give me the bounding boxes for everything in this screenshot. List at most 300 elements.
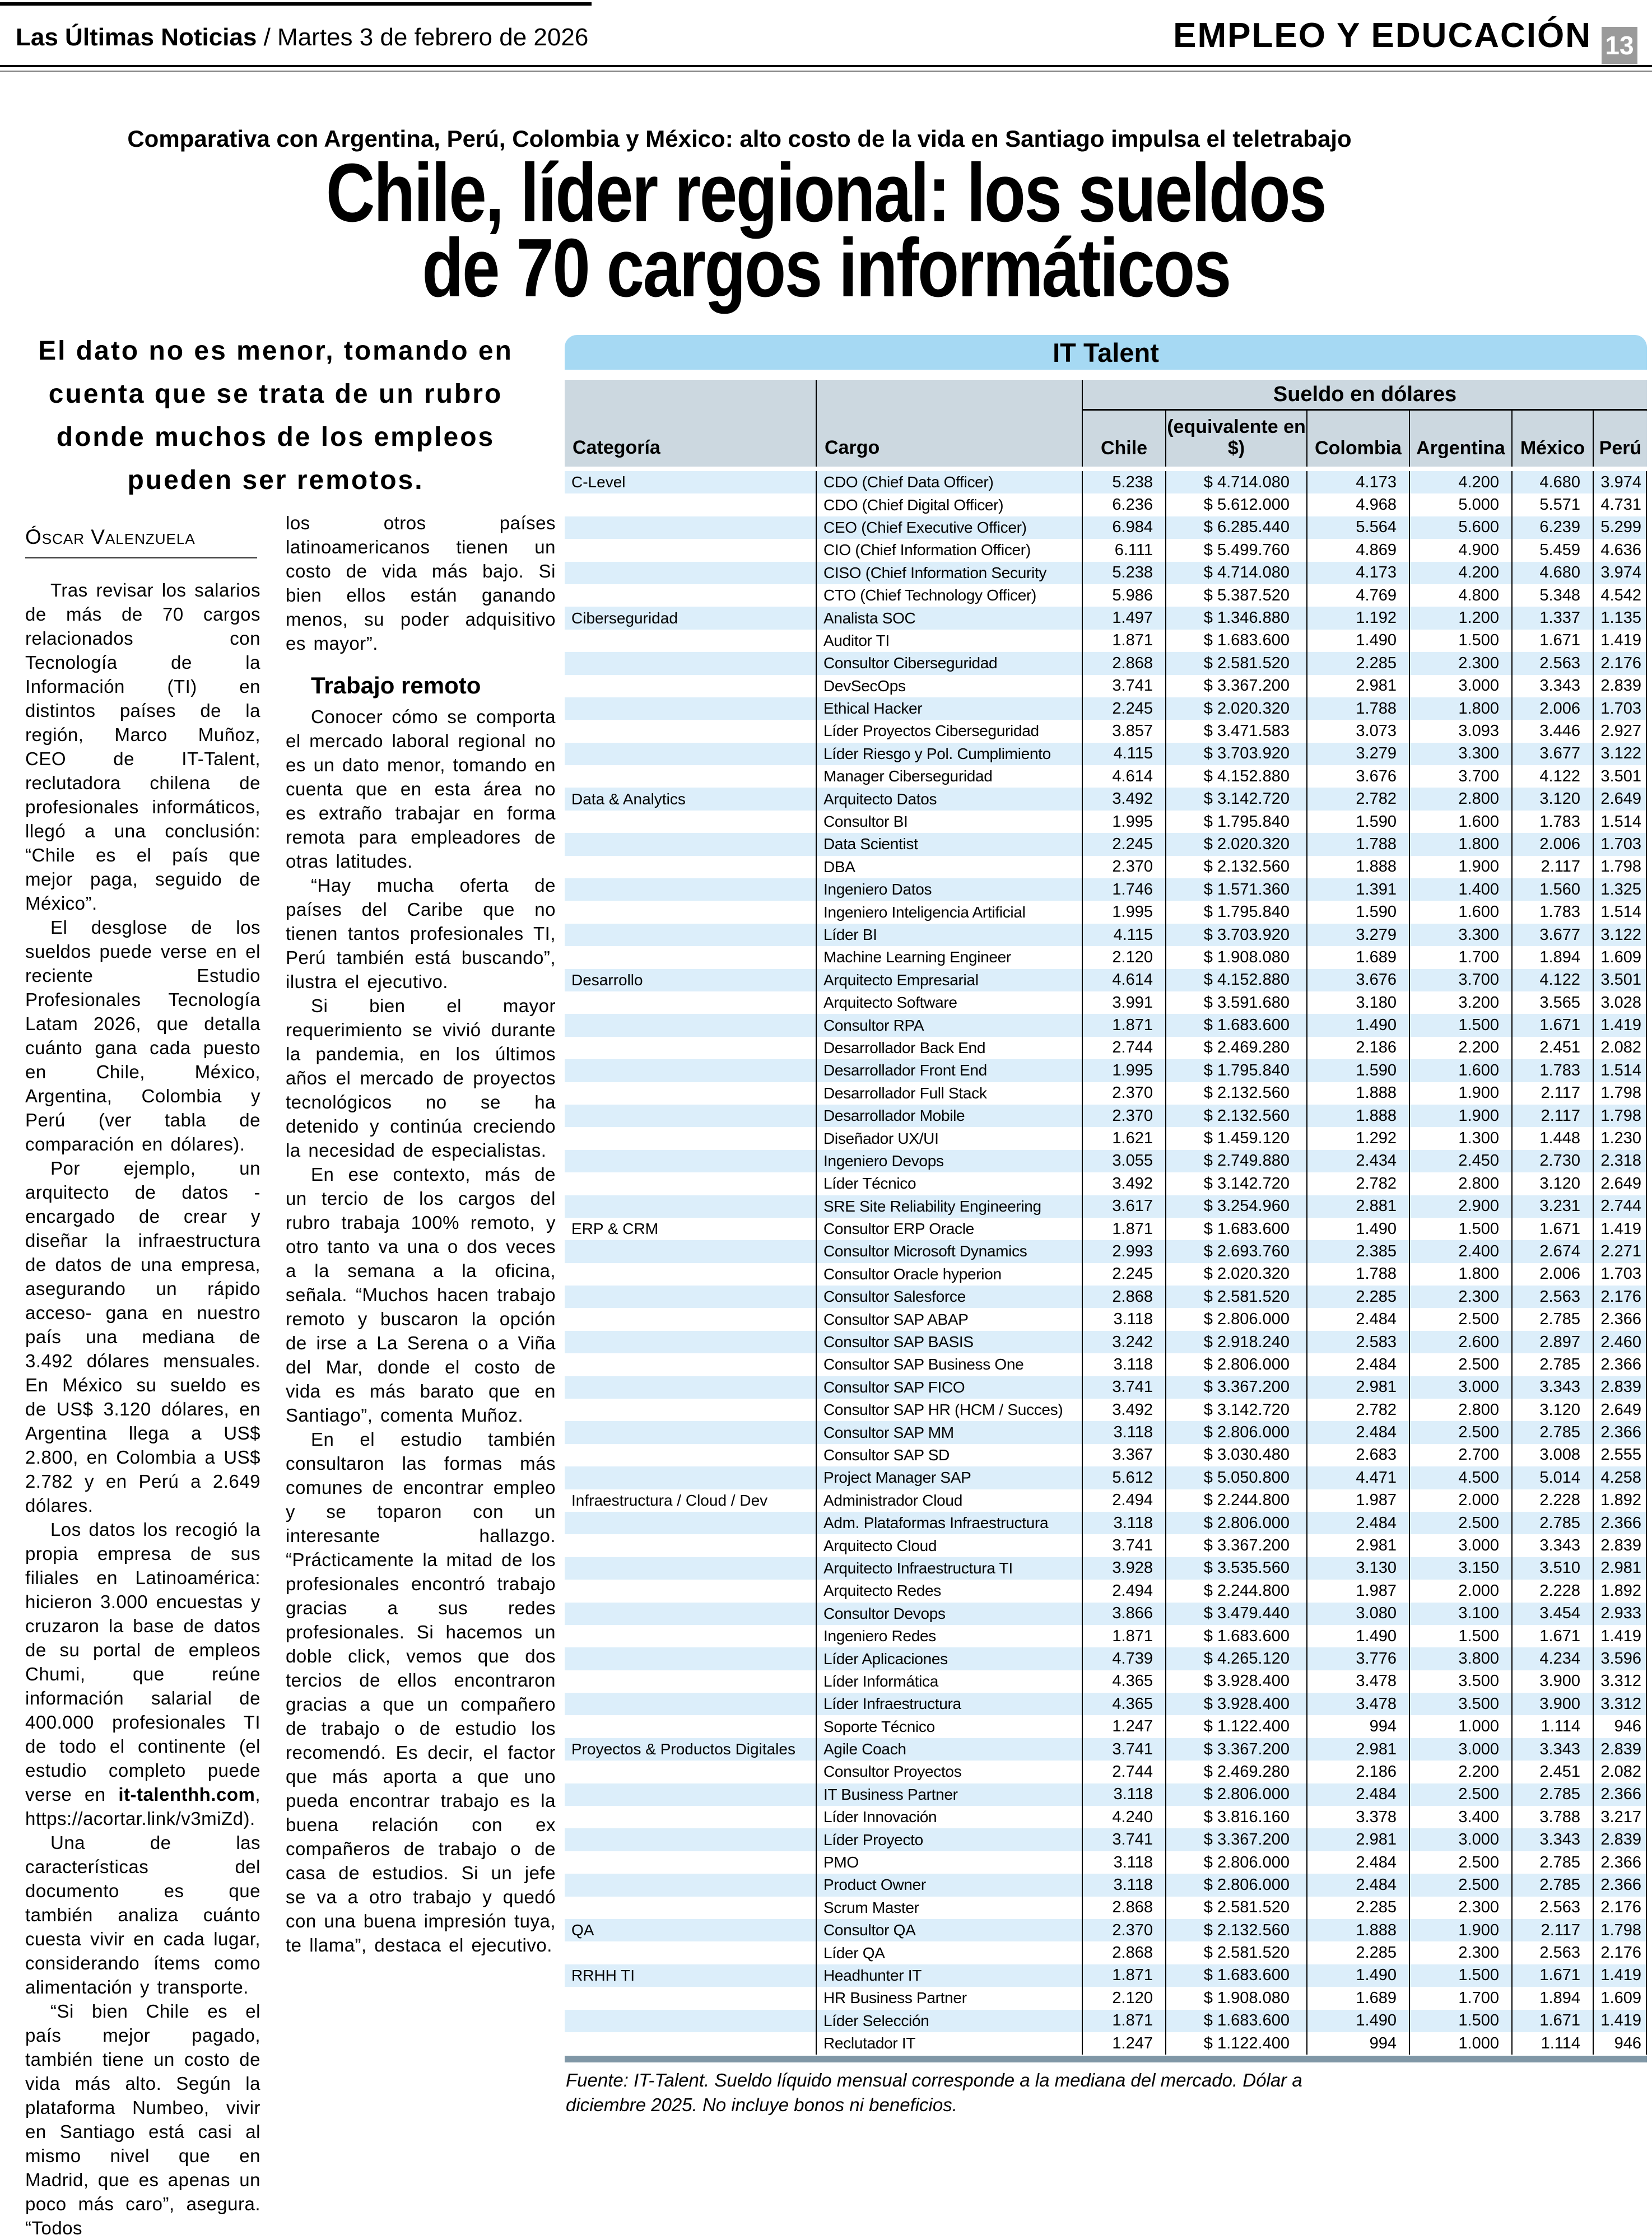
cell-peru: 1.892 bbox=[1593, 1489, 1647, 1512]
cell-argentina: 1.500 bbox=[1409, 630, 1511, 652]
body-paragraph: Tras revisar los salarios de más de 70 cargos relacionados con Tecnología de la Información (TI) en distintos países de la región, Marco Muñoz, CEO de IT-Talent, reclutadora chilena de profesionales informáticos, llegó a una conclusión: “Chile es el país que mejor paga, seguido de México”. bbox=[25, 580, 260, 914]
table-footnote: Fuente: IT-Talent. Sueldo líquido mensual corresponde a la mediana del mercado. Dólar a diciembre 2025. No incluye bonos ni beneficios. bbox=[566, 2070, 1302, 2115]
cell-chile: 2.120 bbox=[1082, 1987, 1165, 2009]
cell-cargo: Data Scientist bbox=[816, 833, 1082, 855]
cell-colombia: 4.471 bbox=[1306, 1466, 1409, 1489]
cell-mexico: 5.348 bbox=[1511, 584, 1593, 607]
cell-mexico: 3.343 bbox=[1511, 1738, 1593, 1761]
cell-categoria bbox=[565, 1806, 816, 1828]
cell-mexico: 6.239 bbox=[1511, 516, 1593, 539]
cell-peru: 2.981 bbox=[1593, 1557, 1647, 1580]
cell-cargo: Líder Proyecto bbox=[816, 1828, 1082, 1851]
cell-cargo: Analista SOC bbox=[816, 607, 1082, 629]
cell-equivalente: $ 3.367.200 bbox=[1165, 1534, 1306, 1557]
table-row bbox=[565, 878, 1647, 901]
cell-chile: 3.118 bbox=[1082, 1353, 1165, 1376]
table-row bbox=[565, 1964, 1647, 1987]
cell-colombia: 2.484 bbox=[1306, 1783, 1409, 1806]
cell-categoria bbox=[565, 1308, 816, 1330]
cell-peru: 1.230 bbox=[1593, 1127, 1647, 1149]
cell-peru: 1.703 bbox=[1593, 1263, 1647, 1286]
cell-categoria bbox=[565, 1466, 816, 1489]
cell-peru: 3.974 bbox=[1593, 562, 1647, 584]
table-row bbox=[565, 1851, 1647, 1874]
table-row bbox=[565, 1105, 1647, 1127]
cell-mexico: 1.783 bbox=[1511, 811, 1593, 833]
cell-argentina: 3.000 bbox=[1409, 675, 1511, 697]
cell-cargo: Líder Infraestructura bbox=[816, 1693, 1082, 1715]
cell-colombia: 2.285 bbox=[1306, 1897, 1409, 1919]
cell-mexico: 2.785 bbox=[1511, 1783, 1593, 1806]
cell-equivalente: $ 2.020.320 bbox=[1165, 833, 1306, 855]
cell-mexico: 2.228 bbox=[1511, 1580, 1593, 1602]
cell-categoria: Desarrollo bbox=[571, 971, 643, 989]
cell-equivalente: $ 2.581.520 bbox=[1165, 1941, 1306, 1964]
table-title-gap bbox=[565, 370, 1647, 380]
table-row bbox=[565, 1828, 1647, 1851]
cell-argentina: 2.700 bbox=[1409, 1444, 1511, 1466]
cell-cargo: DevSecOps bbox=[816, 675, 1082, 697]
cell-categoria bbox=[565, 1444, 816, 1466]
table-header-gap bbox=[565, 467, 1647, 471]
cell-cargo: Arquitecto Infraestructura TI bbox=[816, 1557, 1082, 1580]
cell-categoria bbox=[565, 584, 816, 607]
cell-categoria bbox=[565, 1014, 816, 1036]
cell-mexico: 3.446 bbox=[1511, 720, 1593, 742]
cell-argentina: 2.200 bbox=[1409, 1761, 1511, 1783]
cell-mexico: 3.343 bbox=[1511, 1828, 1593, 1851]
cell-equivalente: $ 3.928.400 bbox=[1165, 1670, 1306, 1693]
cell-equivalente: $ 3.703.920 bbox=[1165, 924, 1306, 946]
table-row bbox=[565, 1647, 1647, 1670]
cell-mexico: 3.677 bbox=[1511, 743, 1593, 765]
cell-mexico: 1.114 bbox=[1511, 1715, 1593, 1738]
cell-cargo: Consultor Devops bbox=[816, 1603, 1082, 1625]
table-row bbox=[565, 1331, 1647, 1353]
cell-chile: 2.245 bbox=[1082, 833, 1165, 855]
cell-categoria bbox=[565, 1851, 816, 1874]
cell-categoria: QA bbox=[571, 1921, 594, 1939]
cell-mexico: 2.117 bbox=[1511, 1919, 1593, 1941]
cell-colombia: 2.981 bbox=[1306, 1738, 1409, 1761]
cell-colombia: 2.186 bbox=[1306, 1037, 1409, 1059]
cell-equivalente: $ 3.471.583 bbox=[1165, 720, 1306, 742]
cell-mexico: 1.671 bbox=[1511, 1014, 1593, 1036]
cell-categoria bbox=[565, 1693, 816, 1715]
cell-argentina: 2.000 bbox=[1409, 1580, 1511, 1602]
cell-peru: 2.744 bbox=[1593, 1195, 1647, 1218]
cell-equivalente: $ 3.367.200 bbox=[1165, 675, 1306, 697]
cell-peru: 1.419 bbox=[1593, 1964, 1647, 1987]
cell-cargo: Administrador Cloud bbox=[816, 1489, 1082, 1512]
cell-peru: 1.798 bbox=[1593, 1919, 1647, 1941]
cell-mexico: 3.008 bbox=[1511, 1444, 1593, 1466]
cell-categoria: Infraestructura / Cloud / Dev bbox=[571, 1491, 768, 1509]
cell-chile: 2.868 bbox=[1082, 1897, 1165, 1919]
cell-cargo: CISO (Chief Information Security bbox=[816, 562, 1082, 584]
cell-equivalente: $ 1.459.120 bbox=[1165, 1127, 1306, 1149]
cell-peru: 3.312 bbox=[1593, 1670, 1647, 1693]
table-row bbox=[565, 901, 1647, 923]
cell-argentina: 2.500 bbox=[1409, 1308, 1511, 1330]
cell-cargo: Arquitecto Redes bbox=[816, 1580, 1082, 1602]
cell-mexico: 2.785 bbox=[1511, 1874, 1593, 1896]
cell-argentina: 2.900 bbox=[1409, 1195, 1511, 1218]
cell-mexico: 3.120 bbox=[1511, 1399, 1593, 1421]
table-row bbox=[565, 991, 1647, 1014]
cell-cargo: Headhunter IT bbox=[816, 1964, 1082, 1987]
cell-peru: 1.419 bbox=[1593, 1014, 1647, 1036]
cell-peru: 3.312 bbox=[1593, 1693, 1647, 1715]
body-paragraph: En el estudio también consultaron las formas más comunes de encontrar empleo y se toparon con un interesante hallazgo. “Prácticamente la mitad de los profesionales encontró trabajo gracias a sus redes profesionales. Si hacemos un doble click, vemos que dos tercios de ellos encontraron gracias a que un compañero de trabajo o de estudio los recomendó. Es decir, el factor que más aporta a que uno pueda encontrar trabajo es la buena relación con ex compañeros de trabajo o de casa de estudios. Si un jefe se va a otro trabajo y quedó con una buena impresión tuya, te llama”, destaca el ejecutivo. bbox=[286, 1429, 556, 1955]
cell-colombia: 3.776 bbox=[1306, 1647, 1409, 1670]
cell-equivalente: $ 3.367.200 bbox=[1165, 1376, 1306, 1399]
cell-argentina: 2.450 bbox=[1409, 1150, 1511, 1172]
kicker: Comparativa con Argentina, Perú, Colombia y México: alto costo de la vida en Santiago impulsa el teletrabajo bbox=[127, 125, 1352, 152]
cell-peru: 1.703 bbox=[1593, 697, 1647, 720]
cell-peru: 1.135 bbox=[1593, 607, 1647, 629]
cell-mexico: 3.120 bbox=[1511, 788, 1593, 810]
cell-equivalente: $ 6.285.440 bbox=[1165, 516, 1306, 539]
cell-cargo: CIO (Chief Information Officer) bbox=[816, 539, 1082, 561]
article-column-2-paragraphs bbox=[286, 705, 556, 1957]
cell-colombia: 2.782 bbox=[1306, 1172, 1409, 1195]
cell-mexico: 2.451 bbox=[1511, 1037, 1593, 1059]
cell-chile: 4.365 bbox=[1082, 1670, 1165, 1693]
section-title: EMPLEO Y EDUCACIÓN bbox=[1173, 16, 1591, 55]
lede: El dato no es menor, tomando en cuenta que se trata de un rubro donde muchos de los empleos pueden ser remotos. bbox=[38, 336, 513, 495]
cell-colombia: 2.186 bbox=[1306, 1761, 1409, 1783]
cell-chile: 5.612 bbox=[1082, 1466, 1165, 1489]
cell-mexico: 3.677 bbox=[1511, 924, 1593, 946]
column-header-argentina: Argentina bbox=[1409, 411, 1511, 467]
cell-cargo: Consultor Proyectos bbox=[816, 1761, 1082, 1783]
cell-argentina: 3.700 bbox=[1409, 969, 1511, 991]
cell-colombia: 2.881 bbox=[1306, 1195, 1409, 1218]
cell-cargo: Machine Learning Engineer bbox=[816, 946, 1082, 968]
cell-categoria bbox=[565, 1557, 816, 1580]
cell-equivalente: $ 1.346.880 bbox=[1165, 607, 1306, 629]
cell-equivalente: $ 1.122.400 bbox=[1165, 2032, 1306, 2055]
cell-argentina: 3.500 bbox=[1409, 1693, 1511, 1715]
cell-categoria bbox=[565, 539, 816, 561]
cell-peru: 3.974 bbox=[1593, 471, 1647, 493]
table-row bbox=[565, 584, 1647, 607]
cell-equivalente: $ 5.387.520 bbox=[1165, 584, 1306, 607]
cell-argentina: 3.300 bbox=[1409, 924, 1511, 946]
cell-mexico: 4.122 bbox=[1511, 765, 1593, 788]
cell-equivalente: $ 2.581.520 bbox=[1165, 652, 1306, 674]
cell-colombia: 2.683 bbox=[1306, 1444, 1409, 1466]
cell-equivalente: $ 3.591.680 bbox=[1165, 991, 1306, 1014]
cell-categoria bbox=[565, 1783, 816, 1806]
cell-mexico: 1.448 bbox=[1511, 1127, 1593, 1149]
cell-colombia: 2.285 bbox=[1306, 652, 1409, 674]
cell-categoria bbox=[565, 1874, 816, 1896]
cell-colombia: 3.130 bbox=[1306, 1557, 1409, 1580]
masthead bbox=[16, 24, 588, 52]
table-row bbox=[565, 1263, 1647, 1286]
cell-colombia: 1.888 bbox=[1306, 1105, 1409, 1127]
cell-argentina: 2.200 bbox=[1409, 1037, 1511, 1059]
table-row bbox=[565, 1693, 1647, 1715]
cell-categoria bbox=[565, 1897, 816, 1919]
cell-chile: 1.995 bbox=[1082, 1059, 1165, 1082]
body-paragraph: “Hay mucha oferta de países del Caribe que no tienen tantos profesionales TI, Perú también está buscando”, ilustra el ejecutivo. bbox=[286, 875, 556, 992]
cell-colombia: 1.788 bbox=[1306, 697, 1409, 720]
cell-peru: 2.318 bbox=[1593, 1150, 1647, 1172]
cell-peru: 1.703 bbox=[1593, 833, 1647, 855]
cell-categoria bbox=[565, 1037, 816, 1059]
table-row bbox=[565, 562, 1647, 584]
cell-colombia: 1.987 bbox=[1306, 1489, 1409, 1512]
cell-chile: 6.984 bbox=[1082, 516, 1165, 539]
body-paragraph: Conocer cómo se comporta el mercado laboral regional no es un dato menor, tomando en cuenta que en esta área no es extraño trabajar en forma remota para empleadores de otras latitudes. bbox=[286, 706, 556, 872]
cell-argentina: 4.800 bbox=[1409, 584, 1511, 607]
cell-colombia: 1.888 bbox=[1306, 1082, 1409, 1105]
cell-colombia: 2.484 bbox=[1306, 1874, 1409, 1896]
cell-categoria bbox=[565, 1987, 816, 2009]
cell-mexico: 2.785 bbox=[1511, 1421, 1593, 1443]
cell-argentina: 5.600 bbox=[1409, 516, 1511, 539]
cell-categoria bbox=[565, 1761, 816, 1783]
cell-peru: 946 bbox=[1593, 1715, 1647, 1738]
cell-chile: 3.118 bbox=[1082, 1421, 1165, 1443]
cell-categoria bbox=[565, 1240, 816, 1263]
cell-argentina: 4.200 bbox=[1409, 562, 1511, 584]
cell-mexico: 2.563 bbox=[1511, 1897, 1593, 1919]
cell-categoria: Ciberseguridad bbox=[571, 609, 678, 627]
cell-colombia: 1.590 bbox=[1306, 901, 1409, 923]
cell-categoria bbox=[565, 924, 816, 946]
cell-chile: 5.986 bbox=[1082, 584, 1165, 607]
cell-mexico: 2.117 bbox=[1511, 1082, 1593, 1105]
cell-equivalente: $ 2.806.000 bbox=[1165, 1874, 1306, 1896]
cell-peru: 4.731 bbox=[1593, 493, 1647, 516]
table-row bbox=[565, 1489, 1647, 1512]
cell-peru: 5.299 bbox=[1593, 516, 1647, 539]
cell-mexico: 2.785 bbox=[1511, 1851, 1593, 1874]
cell-colombia: 3.478 bbox=[1306, 1670, 1409, 1693]
cell-argentina: 4.500 bbox=[1409, 1466, 1511, 1489]
cell-peru: 4.636 bbox=[1593, 539, 1647, 561]
cell-chile: 4.240 bbox=[1082, 1806, 1165, 1828]
table-row bbox=[565, 1557, 1647, 1580]
cell-chile: 3.617 bbox=[1082, 1195, 1165, 1218]
cell-categoria bbox=[565, 2010, 816, 2032]
cell-argentina: 2.500 bbox=[1409, 1874, 1511, 1896]
cell-cargo: Project Manager SAP bbox=[816, 1466, 1082, 1489]
cell-chile: 2.993 bbox=[1082, 1240, 1165, 1263]
cell-categoria bbox=[565, 856, 816, 878]
table-row bbox=[565, 1466, 1647, 1489]
cell-chile: 1.995 bbox=[1082, 901, 1165, 923]
cell-mexico: 2.117 bbox=[1511, 1105, 1593, 1127]
cell-mexico: 3.788 bbox=[1511, 1806, 1593, 1828]
cell-categoria: Data & Analytics bbox=[571, 790, 686, 808]
cell-colombia: 3.180 bbox=[1306, 991, 1409, 1014]
cell-categoria bbox=[565, 516, 816, 539]
cell-categoria bbox=[565, 1150, 816, 1172]
table-row bbox=[565, 1715, 1647, 1738]
cell-colombia: 1.987 bbox=[1306, 1580, 1409, 1602]
cell-peru: 946 bbox=[1593, 2032, 1647, 2055]
cell-mexico: 4.680 bbox=[1511, 471, 1593, 493]
column-header-equivalente: (equivalente en $) bbox=[1165, 411, 1306, 467]
cell-mexico: 3.343 bbox=[1511, 1534, 1593, 1557]
cell-peru: 2.366 bbox=[1593, 1421, 1647, 1443]
table-row bbox=[565, 1353, 1647, 1376]
table-row bbox=[565, 1308, 1647, 1330]
cell-mexico: 1.783 bbox=[1511, 901, 1593, 923]
cell-argentina: 2.500 bbox=[1409, 1421, 1511, 1443]
table-row bbox=[565, 2032, 1647, 2055]
cell-chile: 5.238 bbox=[1082, 471, 1165, 493]
cell-chile: 4.614 bbox=[1082, 765, 1165, 788]
cell-chile: 1.247 bbox=[1082, 2032, 1165, 2055]
cell-equivalente: $ 3.142.720 bbox=[1165, 1399, 1306, 1421]
cell-argentina: 2.400 bbox=[1409, 1240, 1511, 1263]
cell-mexico: 1.671 bbox=[1511, 2010, 1593, 2032]
top-rule bbox=[0, 2, 592, 6]
cell-chile: 3.741 bbox=[1082, 1828, 1165, 1851]
cell-equivalente: $ 1.795.840 bbox=[1165, 901, 1306, 923]
cell-argentina: 3.000 bbox=[1409, 1534, 1511, 1557]
cell-mexico: 3.343 bbox=[1511, 675, 1593, 697]
cell-cargo: Product Owner bbox=[816, 1874, 1082, 1896]
cell-peru: 2.933 bbox=[1593, 1603, 1647, 1625]
table-row bbox=[565, 1150, 1647, 1172]
cell-chile: 3.492 bbox=[1082, 1399, 1165, 1421]
cell-argentina: 3.300 bbox=[1409, 743, 1511, 765]
cell-mexico: 5.459 bbox=[1511, 539, 1593, 561]
cell-chile: 3.741 bbox=[1082, 1738, 1165, 1761]
cell-cargo: CTO (Chief Technology Officer) bbox=[816, 584, 1082, 607]
cell-colombia: 1.490 bbox=[1306, 630, 1409, 652]
cell-argentina: 1.600 bbox=[1409, 1059, 1511, 1082]
cell-argentina: 2.300 bbox=[1409, 652, 1511, 674]
cell-equivalente: $ 5.499.760 bbox=[1165, 539, 1306, 561]
cell-equivalente: $ 5.612.000 bbox=[1165, 493, 1306, 516]
table-row bbox=[565, 1444, 1647, 1466]
cell-mexico: 3.120 bbox=[1511, 1172, 1593, 1195]
table-row bbox=[565, 1014, 1647, 1036]
cell-colombia: 3.378 bbox=[1306, 1806, 1409, 1828]
cell-peru: 2.839 bbox=[1593, 675, 1647, 697]
cell-peru: 2.176 bbox=[1593, 1897, 1647, 1919]
table-row bbox=[565, 516, 1647, 539]
body-paragraph: En ese contexto, más de un tercio de los cargos del rubro trabaja 100% remoto, y otro tanto va una o dos veces a la semana a la oficina, señala. “Muchos hacen trabajo remoto y buscaron la opción de irse a La Serena o a Viña del Mar, donde el costo de vida es más barato que en Santiago”, comenta Muñoz. bbox=[286, 1164, 556, 1426]
cell-cargo: Líder Informática bbox=[816, 1670, 1082, 1693]
cell-chile: 2.370 bbox=[1082, 1919, 1165, 1941]
cell-categoria bbox=[565, 1670, 816, 1693]
table-row bbox=[565, 493, 1647, 516]
cell-colombia: 1.689 bbox=[1306, 946, 1409, 968]
cell-equivalente: $ 2.806.000 bbox=[1165, 1353, 1306, 1376]
cell-categoria bbox=[565, 1082, 816, 1105]
cell-argentina: 1.200 bbox=[1409, 607, 1511, 629]
cell-peru: 2.839 bbox=[1593, 1376, 1647, 1399]
cell-argentina: 3.400 bbox=[1409, 1806, 1511, 1828]
cell-cargo: Soporte Técnico bbox=[816, 1715, 1082, 1738]
byline-rule bbox=[25, 557, 257, 558]
cell-equivalente: $ 1.795.840 bbox=[1165, 811, 1306, 833]
cell-peru: 3.501 bbox=[1593, 969, 1647, 991]
cell-colombia: 1.788 bbox=[1306, 833, 1409, 855]
table-row bbox=[565, 1897, 1647, 1919]
table-title: IT Talent bbox=[565, 335, 1647, 370]
cell-mexico: 1.894 bbox=[1511, 946, 1593, 968]
cell-chile: 2.744 bbox=[1082, 1761, 1165, 1783]
salary-table-body bbox=[565, 471, 1647, 2055]
cell-peru: 4.258 bbox=[1593, 1466, 1647, 1489]
cell-mexico: 3.900 bbox=[1511, 1693, 1593, 1715]
cell-cargo: Desarrollador Front End bbox=[816, 1059, 1082, 1082]
cell-equivalente: $ 3.367.200 bbox=[1165, 1738, 1306, 1761]
cell-chile: 1.746 bbox=[1082, 878, 1165, 901]
table-row bbox=[565, 1082, 1647, 1105]
table-header bbox=[565, 380, 1647, 467]
cell-cargo: Líder Aplicaciones bbox=[816, 1647, 1082, 1670]
table-row bbox=[565, 1806, 1647, 1828]
cell-argentina: 1.000 bbox=[1409, 2032, 1511, 2055]
cell-categoria bbox=[565, 1603, 816, 1625]
cell-mexico: 1.671 bbox=[1511, 1625, 1593, 1647]
cell-equivalente: $ 3.142.720 bbox=[1165, 1172, 1306, 1195]
cell-chile: 3.367 bbox=[1082, 1444, 1165, 1466]
cell-mexico: 3.565 bbox=[1511, 991, 1593, 1014]
cell-cargo: CEO (Chief Executive Officer) bbox=[816, 516, 1082, 539]
cell-equivalente: $ 1.683.600 bbox=[1165, 1964, 1306, 1987]
cell-peru: 1.419 bbox=[1593, 1625, 1647, 1647]
cell-peru: 3.028 bbox=[1593, 991, 1647, 1014]
salary-table bbox=[565, 335, 1647, 2062]
cell-colombia: 1.490 bbox=[1306, 1964, 1409, 1987]
cell-colombia: 1.490 bbox=[1306, 1218, 1409, 1240]
cell-cargo: DBA bbox=[816, 856, 1082, 878]
cell-argentina: 1.000 bbox=[1409, 1715, 1511, 1738]
cell-chile: 2.120 bbox=[1082, 946, 1165, 968]
cell-colombia: 4.869 bbox=[1306, 539, 1409, 561]
cell-peru: 1.419 bbox=[1593, 2010, 1647, 2032]
cell-equivalente: $ 4.714.080 bbox=[1165, 471, 1306, 493]
table-row bbox=[565, 856, 1647, 878]
cell-equivalente: $ 2.693.760 bbox=[1165, 1240, 1306, 1263]
table-row bbox=[565, 1919, 1647, 1941]
table-row bbox=[565, 1218, 1647, 1240]
table-row bbox=[565, 697, 1647, 720]
cell-colombia: 2.981 bbox=[1306, 1534, 1409, 1557]
cell-cargo: Líder BI bbox=[816, 924, 1082, 946]
cell-equivalente: $ 2.020.320 bbox=[1165, 1263, 1306, 1286]
cell-categoria: RRHH TI bbox=[571, 1966, 635, 1984]
table-row bbox=[565, 1603, 1647, 1625]
cell-equivalente: $ 4.152.880 bbox=[1165, 969, 1306, 991]
cell-colombia: 2.434 bbox=[1306, 1150, 1409, 1172]
cell-argentina: 1.300 bbox=[1409, 1127, 1511, 1149]
cell-argentina: 1.700 bbox=[1409, 1987, 1511, 2009]
cell-categoria bbox=[565, 1263, 816, 1286]
cell-categoria bbox=[565, 833, 816, 855]
cell-argentina: 1.900 bbox=[1409, 1919, 1511, 1941]
cell-argentina: 2.300 bbox=[1409, 1286, 1511, 1308]
cell-argentina: 3.100 bbox=[1409, 1603, 1511, 1625]
cell-chile: 3.741 bbox=[1082, 1376, 1165, 1399]
cell-chile: 6.111 bbox=[1082, 539, 1165, 561]
cell-peru: 2.082 bbox=[1593, 1037, 1647, 1059]
cell-mexico: 2.785 bbox=[1511, 1308, 1593, 1330]
cell-peru: 2.176 bbox=[1593, 652, 1647, 674]
